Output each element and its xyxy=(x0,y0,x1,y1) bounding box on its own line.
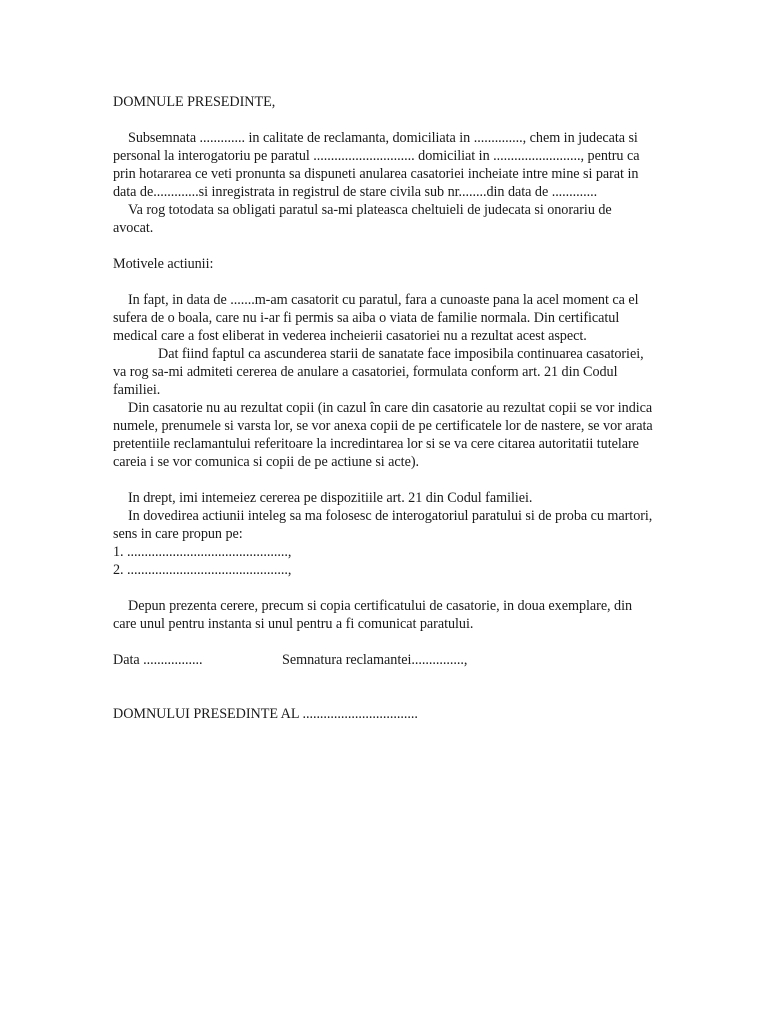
spacer xyxy=(113,111,653,129)
petition-document xyxy=(113,93,653,723)
reasons-heading: Motivele actiunii: xyxy=(113,256,214,272)
submission-paragraph: Depun prezenta cerere, precum si copia certificatului de casatorie, in doua exemplare, din care unul pentru instanta si unul pentru a fi comunicat paratului. xyxy=(113,598,633,632)
intro-paragraph: Subsemnata ............. in calitate de reclamanta, domiciliata in .............., chem in judecata si personal la interogatoriu pe paratul ............................. domiciliat in ........................., pentru ca prin hotararea ce veti pronunta sa dispuneti anularea casatoriei incheiate intre mine si parat in data de.............si inregistrata in registrul de stare civila sub nr........din data de ............. xyxy=(113,130,640,200)
evidence-paragraph: In dovedirea actiunii inteleg sa ma folosesc de interogatoriul paratului si de proba cu martori, sens in care propun pe: xyxy=(113,508,653,542)
spacer xyxy=(113,669,653,687)
law-paragraph: In drept, imi intemeiez cererea pe dispozitiile art. 21 din Codul familiei. xyxy=(128,490,533,506)
impossibility-paragraph: Dat fiind faptul ca ascunderea starii de sanatate face imposibila continuarea casatoriei, va rog sa-mi admiteti cererea de anulare a casatoriei, formulata conform art. 21 din Codul familiei. xyxy=(113,346,644,398)
spacer xyxy=(113,237,653,255)
spacer xyxy=(113,471,653,489)
facts-paragraph: In fapt, in data de .......m-am casatorit cu paratul, fara a cunoaste pana la acel moment ca el sufera de o boala, care nu i-ar fi permis sa aiba o viata de familie normala. Din certificatul medical care a fost eliberat in vederea incheierii casatoriei nu a rezultat acest aspect. xyxy=(113,292,639,344)
salutation: DOMNULE PRESEDINTE, xyxy=(113,94,276,110)
spacer xyxy=(113,579,653,597)
children-paragraph: Din casatorie nu au rezultat copii (in cazul în care din casatorie au rezultat copii se vor indica numele, prenumele si varsta lor, se vor anexa copii de pe certificatele lor de nastere, se vor arata pretentiile reclamantului referitoare la incredintarea lor si se va cere citarea autoritatii tutelare careia i se vor comunica si copii de pe actiune si acte). xyxy=(113,400,653,470)
costs-request-paragraph: Va rog totodata sa obligati paratul sa-mi plateasca cheltuieli de judecata si onorariu de avocat. xyxy=(113,202,612,236)
witness-line-2: 2. .............................................., xyxy=(113,562,292,578)
date-label: Data ................. xyxy=(113,652,203,668)
spacer xyxy=(113,633,653,651)
spacer xyxy=(113,687,653,705)
addressee-line: DOMNULUI PRESEDINTE AL ................................. xyxy=(113,706,418,722)
signature-label: Semnatura reclamantei..............., xyxy=(282,652,468,668)
spacer xyxy=(113,273,653,291)
witness-line-1: 1. .............................................., xyxy=(113,544,292,560)
date-signature-row xyxy=(113,651,653,669)
